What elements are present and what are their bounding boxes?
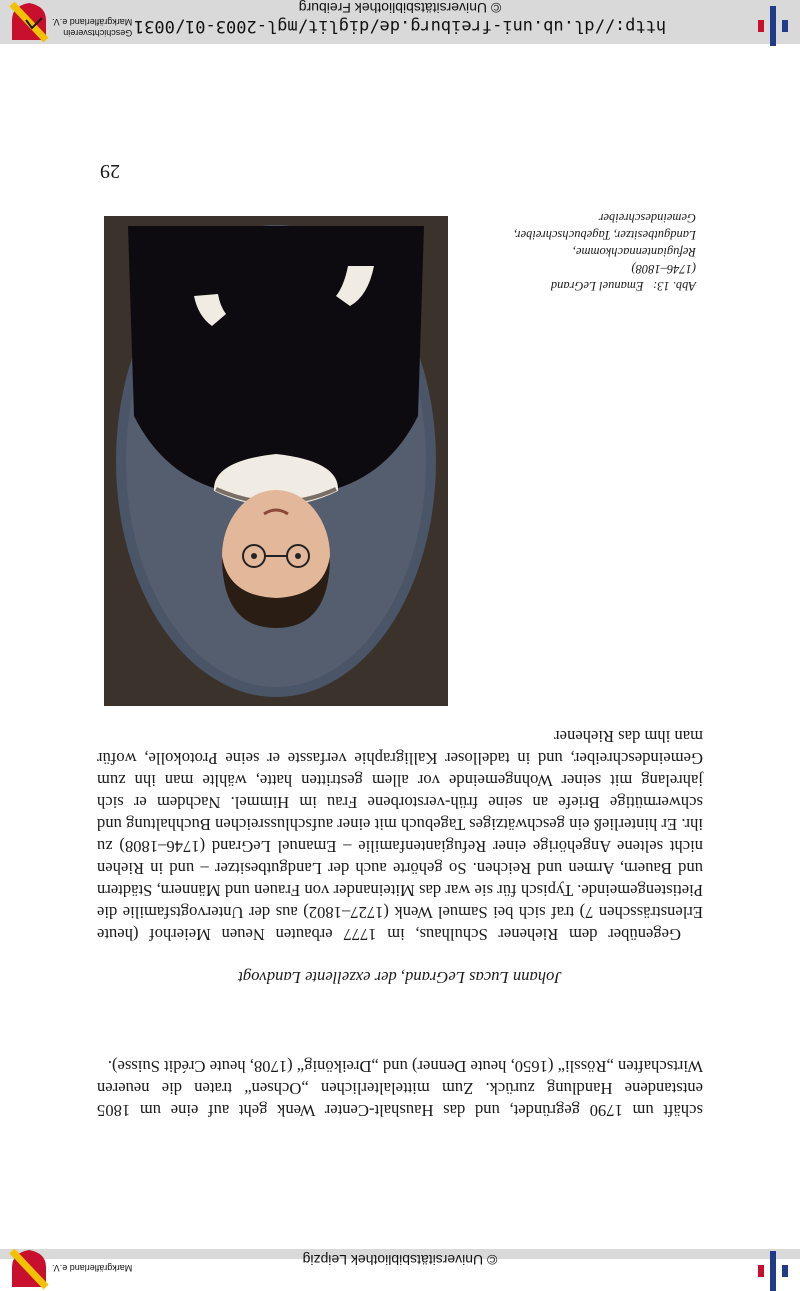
org-line: Markgräflerland e.V. — [52, 1263, 133, 1273]
figure-caption — [476, 209, 696, 294]
library-logo — [752, 6, 792, 46]
footer-banner-partial — [0, 1249, 800, 1273]
crest-logo — [10, 2, 48, 42]
copyright-text-partial: © Universitätsbibliothek Leipzig — [302, 1252, 498, 1268]
caption-name: Emanuel LeGrand — [550, 279, 644, 293]
org-line: Geschichtsverein — [63, 28, 133, 38]
section-heading: Johann Lucas LeGrand, der exzellente Landvogt — [238, 968, 562, 987]
portrait-image — [104, 216, 448, 706]
copyright-text: © Universitätsbibliothek Freiburg — [298, 0, 502, 16]
page-number: 29 — [100, 160, 120, 182]
caption-line: Gemeindeschreiber — [598, 211, 696, 225]
crest-logo-partial — [10, 1249, 48, 1289]
caption-title — [476, 277, 696, 294]
paragraph-text: schäft um 1790 gegründet, und das Haushalt-Center Wenk geht auf eine um 1805 entstandene Handlung zurück. Zum mittelalterlichen „Ochsen“ traten die neueren Wirtschaften „Rössli“ (1650, heute Denner) und „Dreikönig“ (1708, heute Crédit Suisse). — [97, 1057, 703, 1120]
caption-line: Refugiantennachkomme, — [572, 245, 696, 259]
paragraph-text: Gegenüber dem Riehener Schulhaus, im 1777 erbauten Neuen Meierhof (heute Erlensträsschen 7) traf sich bei Samuel Wenk (1727–1802) aus der Untervogtsfamilie die Pietistengemeinde. Typisch für sie war das Miteinander von Frauen und Männern, Städtern und Bauern, Armen und Reichen. So gehörte auch der Landgutbesitzer – und in Riehen nicht seltene Angehörige einer Refugiantenfamilie – Emanuel LeGrand (1746–1808) zu ihr. Er hinterließ ein geschwätziges Tagebuch mit einer aufschlussreichen Buchhaltung und schwermütige Briefe an seine früh-verstorbene Frau im Himmel. Nachdem er sich jahrelang mit seiner Wohngemeinde vor allem gestritten hatte, wählte man ihn zum Gemeindeschreiber, und in tadelloser Kalligraphie verfasste er seine Protokolle, wofür man ihm das Riehener — [97, 727, 703, 944]
paragraph-main — [97, 725, 703, 945]
library-logo-partial — [752, 1251, 792, 1291]
caption-line: Landgutbesitzer, Tagebuchschreiber, — [513, 228, 696, 242]
footer-banner — [0, 0, 800, 44]
caption-dates: (1746–1808) — [631, 262, 696, 276]
caption-label: Abb. 13: — [652, 279, 696, 293]
org-label — [52, 16, 132, 38]
org-line: Markgräflerland e.V. — [52, 17, 133, 27]
paragraph-first — [97, 1055, 703, 1121]
org-label-partial — [52, 1262, 132, 1273]
source-url[interactable]: http://dl.ub.uni-freiburg.de/diglit/mgl-2003-01/0031 — [133, 16, 667, 36]
